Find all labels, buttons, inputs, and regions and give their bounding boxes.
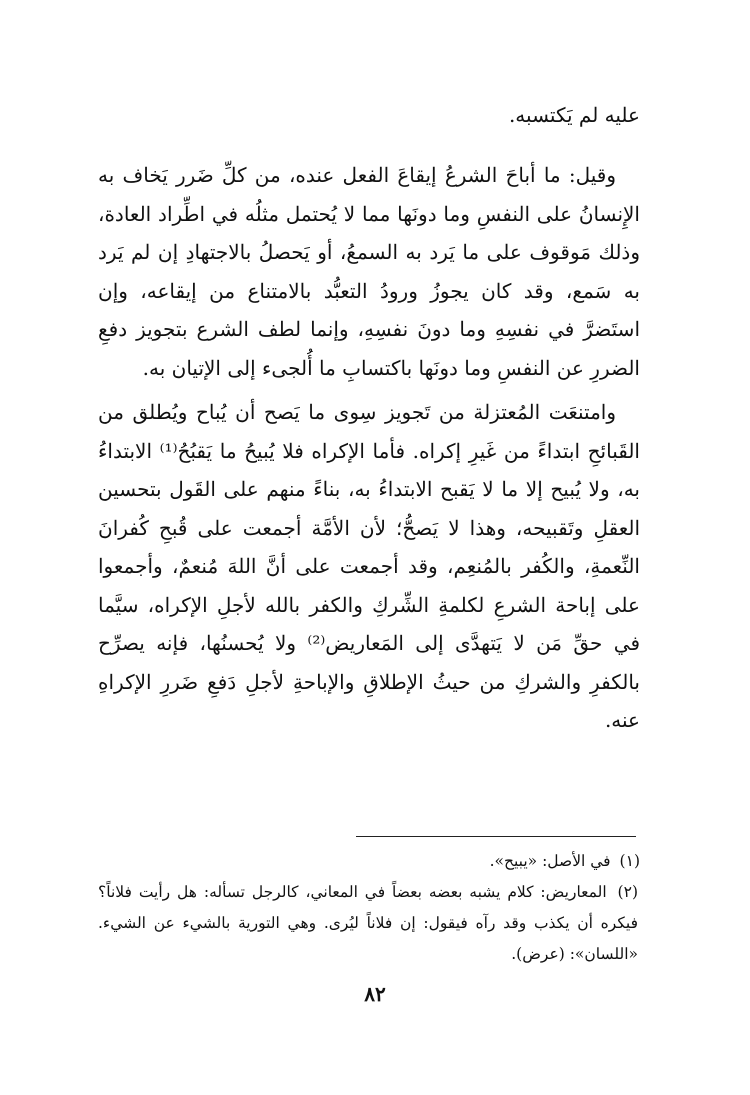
footnote-2 — [98, 877, 640, 970]
continuation-line: عليه لم يَكتسبه. — [508, 103, 640, 127]
footnotes — [98, 846, 640, 970]
footnote-text: في الأصل: «يبيح». — [489, 852, 611, 870]
footnote-number: (١) — [619, 852, 640, 870]
footnote-1 — [98, 846, 640, 877]
body-paragraph-1: وقيل: ما أباحَ الشرعُ إيقاعَ الفعل عنده، من كلِّ ضَرر يَخاف به الإِنسانُ على النفسِ وما دونَها مما لا يُحتمل مثلُه في اطِّراد العادة، وذلك مَوقوف على ما يَرد به السمعُ، أو يَحصلُ بالاجتهادِ إن لم يَرد به سَمع، وقد كان يجوزُ ورودُ التعبُّد بالامتناع من إيقاعه، وإن استَضرَّ في نفسِهِ وما دونَ نفسِهِ، وإنما لطف الشرع بتجويز دفعِ الضررِ عن النفسِ وما دونَها باكتسابِ ما أُلجىء إلى الإتيان به. — [98, 163, 641, 380]
footnote-number: (٢) — [617, 883, 638, 901]
page-number: ٨٢ — [364, 982, 386, 1006]
footnote-text: المعاريض: كلام يشبه بعضه بعضاً في المعاني، كالرجل تسأله: هل رأيت فلاناً؟ فيكره أن يكذب وقد رآه فيقول: إن فلاناً ليُرى. وهي التورية بالشيء عن الشيء. «اللسان»: (عرض). — [98, 883, 638, 963]
footnote-divider — [356, 836, 636, 837]
body-paragraph-2: وامتنعَت المُعتزلة من تَجويز سِوى ما يَصح أن يُباح ويُطلق من القَبائحِ ابتداءً من غَيرِ إكراه. فأما الإكراه فلا يُبيحُ ما يَقبُحُ⁽¹⁾ الابتداءُ به، ولا يُبيح إلا ما لا يَقبح الابتداءُ به، بناءً منهم على القَول بتحسين العقلِ وتَقبيحه، وهذا لا يَصحُّ؛ لأن الأمَّة أجمعت على قُبحِ كُفرانَ النِّعمةِ، والكُفر بالمُنعِم، وقد أجمعت على أنَّ اللهَ مُنعمٌ، وأجمعوا على إباحة الشرعِ لكلمةِ الشِّركِ والكفر بالله لأجلِ الإكراه، سيَّما في حقِّ مَن لا يَتهدَّى إلى المَعاريض⁽²⁾ ولا يُحسنُها، فإنه يصرِّح بالكفرِ والشركِ من حيثُ الإطلاقِ والإباحةِ لأجلِ دَفعِ ضَررِ الإكراهِ عنه. — [98, 400, 641, 732]
